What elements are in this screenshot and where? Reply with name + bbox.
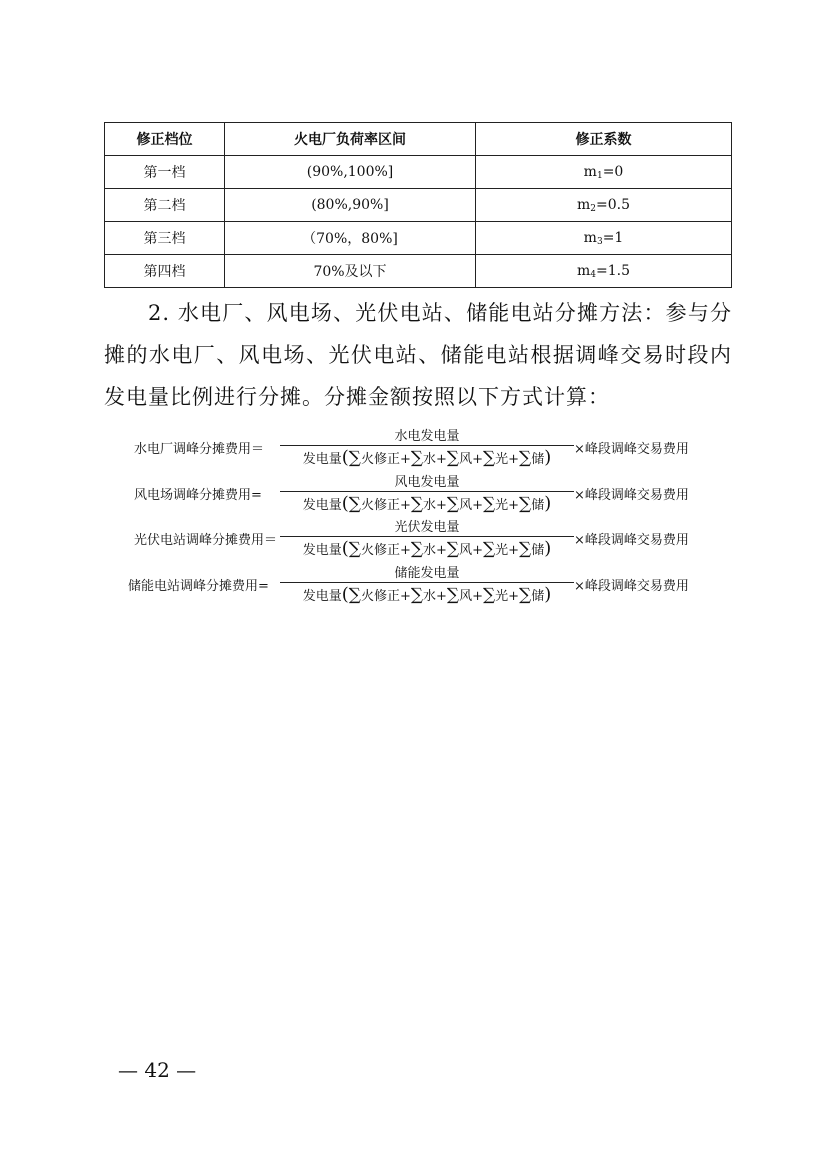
formula-fraction [280,562,574,606]
table-row [105,189,732,222]
formula-fraction [280,425,574,469]
page-number: — 42 — [118,1058,197,1082]
table-row [105,222,732,255]
formula-numerator: 风电发电量 [394,475,460,490]
cell-coefficient: $m_2=0.5$ [476,189,732,222]
cell-level: 第四档 [105,255,225,288]
table-row [105,255,732,288]
cell-coefficient: $m_1=0$ [476,156,732,189]
fraction-bar [280,491,574,492]
formula-lhs: 光伏电站调峰分摊费用＝ [134,533,278,548]
formula-denominator: 发电量(∑火修正+∑水+∑风+∑光+∑储) [302,493,552,514]
cell-coefficient: $m_3=1$ [476,222,732,255]
formula-numerator: 光伏发电量 [394,520,460,535]
correction-coefficient-table [104,122,732,288]
formula-solar [104,516,744,560]
fraction-bar [280,536,574,537]
table-header-row [105,123,732,156]
cell-range: (80%,90%] [225,189,476,222]
formula-denominator: 发电量(∑火修正+∑水+∑风+∑光+∑储) [302,538,552,559]
cell-level: 第三档 [105,222,225,255]
fraction-bar [280,445,574,446]
cell-level: 第一档 [105,156,225,189]
table-row [105,156,732,189]
cell-range: 70%及以下 [225,255,476,288]
formula-denominator: 发电量(∑火修正+∑水+∑风+∑光+∑储) [302,584,552,605]
formula-rhs: ×峰段调峰交易费用 [574,579,689,594]
header-coefficient: 修正系数 [476,123,732,156]
formula-rhs: ×峰段调峰交易费用 [574,488,689,503]
formula-numerator: 水电发电量 [394,429,460,444]
formula-fraction [280,516,574,560]
fraction-bar [280,582,574,583]
header-load-range: 火电厂负荷率区间 [225,123,476,156]
formula-wind [104,471,744,515]
formula-lhs: 水电厂调峰分摊费用＝ [134,442,265,457]
header-level: 修正档位 [105,123,225,156]
formula-lhs: 储能电站调峰分摊费用= [128,579,269,594]
formula-rhs: ×峰段调峰交易费用 [574,533,689,548]
formula-storage [104,562,744,606]
cell-coefficient: $m_4=1.5$ [476,255,732,288]
formula-hydro [104,425,744,469]
cell-level: 第二档 [105,189,225,222]
formula-denominator: 发电量(∑火修正+∑水+∑风+∑光+∑储) [302,447,552,468]
cell-range: (90%,100%] [225,156,476,189]
cell-range: （70%，80%] [225,222,476,255]
formula-fraction [280,471,574,515]
formula-lhs: 风电场调峰分摊费用= [134,488,262,503]
formula-numerator: 储能发电量 [394,566,460,581]
formula-rhs: ×峰段调峰交易费用 [574,442,689,457]
body-paragraph: 2. 水电厂、风电场、光伏电站、储能电站分摊方法：参与分摊的水电厂、风电场、光伏电站、储能电站根据调峰交易时段内发电量比例进行分摊。分摊金额按照以下方式计算： [104,301,732,409]
